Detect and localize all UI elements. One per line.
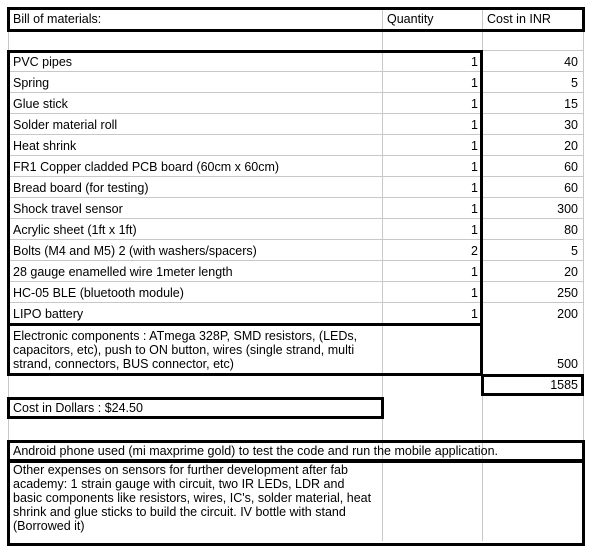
grid-line	[8, 302, 584, 303]
cost-in-dollars: Cost in Dollars : $24.50	[13, 401, 143, 415]
item-cost: 5	[571, 244, 578, 258]
item-qty: 1	[471, 307, 478, 321]
item-cost: 300	[557, 202, 578, 216]
grid-line	[8, 176, 584, 177]
item-qty: 1	[471, 118, 478, 132]
grid-line	[583, 8, 584, 541]
header-item: Bill of materials:	[13, 12, 102, 26]
item-cost: 250	[557, 286, 578, 300]
grid-line	[8, 71, 584, 72]
grid-line	[8, 440, 584, 441]
grid-line	[8, 50, 584, 51]
item-cost: 200	[557, 307, 578, 321]
grid-line	[8, 8, 9, 541]
item-cost: 20	[564, 265, 578, 279]
item-cost: 5	[571, 76, 578, 90]
total-cost: 1585	[550, 378, 578, 392]
item-qty: 1	[471, 202, 478, 216]
grid-line	[8, 155, 584, 156]
item-name: Bolts (M4 and M5) 2 (with washers/spacers)	[13, 244, 257, 258]
grid-line	[8, 260, 584, 261]
item-qty: 1	[471, 139, 478, 153]
grid-line	[8, 197, 584, 198]
item-name: Solder material roll	[13, 118, 118, 132]
item-name: Heat shrink	[13, 139, 77, 153]
item-cost: 80	[564, 223, 578, 237]
other-expenses: Other expenses on sensors for further development after fab academy: 1 strain gauge with circuit, two IR LEDs, LDR and basic components like resistors, wires, IC's, solder material, heat shrink and glue sticks to build the circuit. IV bottle with stand (Borrowed it)	[13, 463, 372, 533]
grid-line	[382, 8, 383, 541]
item-cost: 60	[564, 160, 578, 174]
item-name: FR1 Copper cladded PCB board (60cm x 60cm)	[13, 160, 280, 174]
item-name: PVC pipes	[13, 55, 73, 69]
item-cost: 15	[564, 97, 578, 111]
item-qty: 2	[471, 244, 478, 258]
item-name: 28 gauge enamelled wire 1meter length	[13, 265, 233, 279]
item-qty: 1	[471, 181, 478, 195]
item-qty: 1	[471, 160, 478, 174]
android-note: Android phone used (mi maxprime gold) to test the code and run the mobile application.	[13, 444, 499, 458]
item-name: HC-05 BLE (bluetooth module)	[13, 286, 184, 300]
item-qty: 1	[471, 265, 478, 279]
item-name: Bread board (for testing)	[13, 181, 149, 195]
item-name: Glue stick	[13, 97, 68, 111]
header-quantity: Quantity	[387, 12, 434, 26]
grid-line	[8, 281, 584, 282]
item-qty: 1	[471, 76, 478, 90]
grid-line	[8, 113, 584, 114]
grid-line	[482, 8, 483, 541]
item-name: Acrylic sheet (1ft x 1ft)	[13, 223, 137, 237]
item-qty: 1	[471, 223, 478, 237]
item-qty: 1	[471, 286, 478, 300]
grid-line	[8, 92, 584, 93]
item-qty: 1	[471, 55, 478, 69]
grid-line	[8, 239, 584, 240]
item-cost: 40	[564, 55, 578, 69]
header-cost: Cost in INR	[487, 12, 551, 26]
item-cost: 20	[564, 139, 578, 153]
electronics-cost: 500	[557, 357, 578, 371]
item-name: Shock travel sensor	[13, 202, 123, 216]
item-qty: 1	[471, 97, 478, 111]
item-name: LIPO battery	[13, 307, 84, 321]
item-cost: 60	[564, 181, 578, 195]
grid-line	[8, 134, 584, 135]
electronics-description: Electronic components : ATmega 328P, SMD resistors, (LEDs, capacitors, etc), push to ON button, wires (single strand, multi strand, connectors, BUS connector, etc)	[13, 329, 358, 371]
grid-line	[8, 218, 584, 219]
item-name: Spring	[13, 76, 50, 90]
item-cost: 30	[564, 118, 578, 132]
